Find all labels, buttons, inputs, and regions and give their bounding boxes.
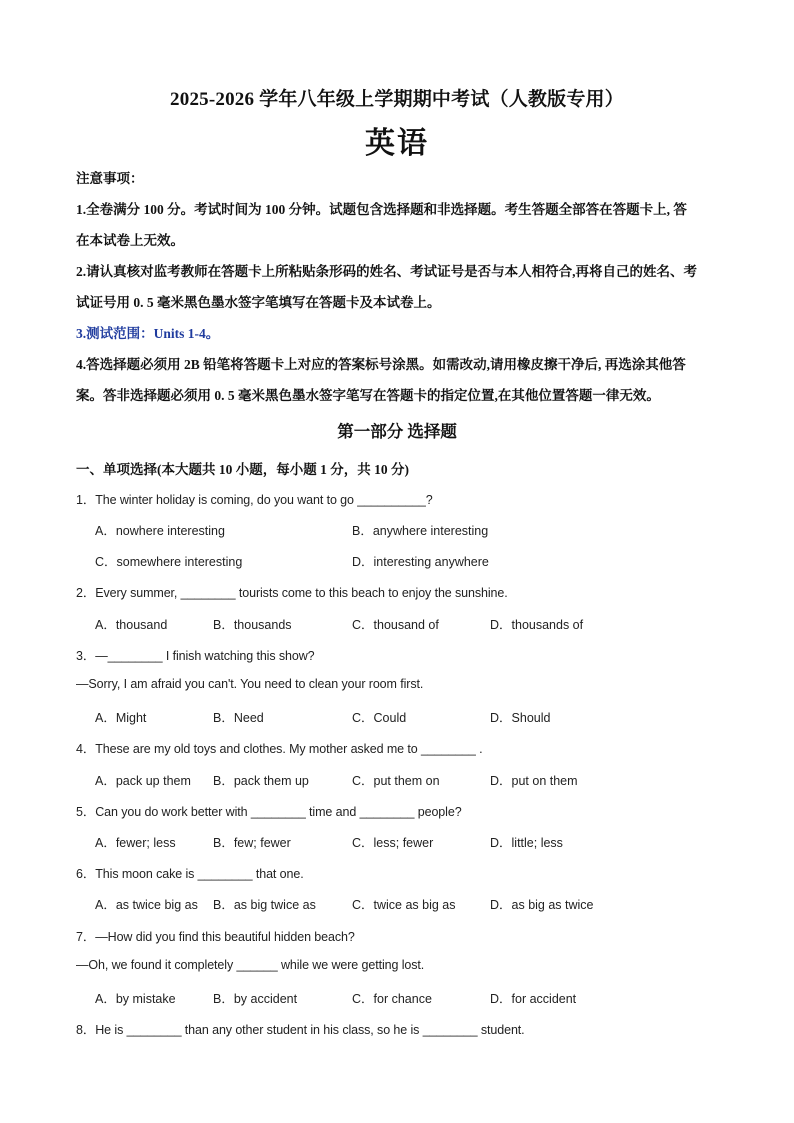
notice-line: 4.答选择题必须用 2B 铅笔将答题卡上对应的答案标号涂黑。如需改动,请用橡皮擦干净后, 再选涂其他答 [76,357,686,372]
option-d[interactable]: D．thousands of [490,618,584,632]
option-row [95,708,735,724]
option-b[interactable]: B．by accident [213,992,298,1006]
subject-title: 英语 [365,127,429,160]
option-d[interactable]: D．for accident [490,992,577,1006]
notice-line: 案。答非选择题必须用 0. 5 毫米黑色墨水签字笔写在答题卡的指定位置,在其他位置答题一律无效。 [76,388,660,403]
notice-line: 在本试卷上无效。 [76,233,184,248]
option-a[interactable]: A．nowhere interesting [95,524,225,538]
option-d[interactable]: D．little; less [490,836,563,850]
option-c[interactable]: C．less; fewer [352,836,434,850]
notice-line: 1.全卷满分 100 分。考试时间为 100 分钟。试题包含选择题和非选择题。考生答题全部答在答题卡上, 答 [76,202,687,217]
question-stem: 2．Every summer, ________ tourists come to this beach to enjoy the sunshine. [76,586,508,600]
option-b[interactable]: B．thousands [213,618,292,632]
exam-title: 2025-2026 学年八年级上学期期中考试（人教版专用） [170,89,624,110]
option-row [95,989,735,1005]
option-b[interactable]: B．as big twice as [213,898,316,912]
notice-line-scope: 3.测试范围：Units 1-4。 [76,326,220,341]
option-a[interactable]: A．pack up them [95,774,191,788]
notice-line: 试证号用 0. 5 毫米黑色墨水签字笔填写在答题卡及本试卷上。 [76,295,441,310]
question-stem: 5．Can you do work better with ________ time and ________ people? [76,805,462,819]
question-stem-continued: —Oh, we found it completely ______ while we were getting lost. [76,958,425,972]
option-row [95,521,735,537]
question-stem: 3．—________ I finish watching this show? [76,649,315,663]
option-a[interactable]: A．by mistake [95,992,176,1006]
option-a[interactable]: A．as twice big as [95,898,198,912]
notice-heading: 注意事项： [76,171,144,186]
option-a[interactable]: A．thousand [95,618,168,632]
option-b[interactable]: B．pack them up [213,774,309,788]
part-heading: 第一部分 选择题 [337,422,457,441]
option-c[interactable]: C．for chance [352,992,432,1006]
option-c[interactable]: C．twice as big as [352,898,456,912]
option-row [95,833,735,849]
option-c[interactable]: C．put them on [352,774,440,788]
section-heading: 一、单项选择(本大题共 10 小题，每小题 1 分，共 10 分) [76,462,409,477]
question-stem: 4．These are my old toys and clothes. My mother asked me to ________ . [76,742,483,756]
option-a[interactable]: A．Might [95,711,147,725]
option-d[interactable]: D．put on them [490,774,578,788]
option-row [95,552,735,568]
option-b[interactable]: B．anywhere interesting [352,524,489,538]
question-stem-continued: —Sorry, I am afraid you can't. You need to clean your room first. [76,677,424,691]
option-b[interactable]: B．Need [213,711,264,725]
option-c[interactable]: C．somewhere interesting [95,555,243,569]
option-d[interactable]: D．interesting anywhere [352,555,489,569]
question-stem: 1．The winter holiday is coming, do you want to go __________? [76,493,433,507]
option-a[interactable]: A．fewer; less [95,836,176,850]
option-d[interactable]: D．Should [490,711,551,725]
option-row [95,771,735,787]
question-stem: 6．This moon cake is ________ that one. [76,867,304,881]
question-stem: 7．—How did you find this beautiful hidden beach? [76,930,355,944]
option-c[interactable]: C．Could [352,711,407,725]
notice-line: 2.请认真核对监考教师在答题卡上所粘贴条形码的姓名、考试证号是否与本人相符合,再将自己的姓名、考 [76,264,697,279]
option-b[interactable]: B．few; fewer [213,836,291,850]
option-row [95,895,735,911]
option-c[interactable]: C．thousand of [352,618,439,632]
question-stem: 8．He is ________ than any other student in his class, so he is ________ student. [76,1023,525,1037]
option-d[interactable]: D．as big as twice [490,898,594,912]
option-row [95,615,735,631]
